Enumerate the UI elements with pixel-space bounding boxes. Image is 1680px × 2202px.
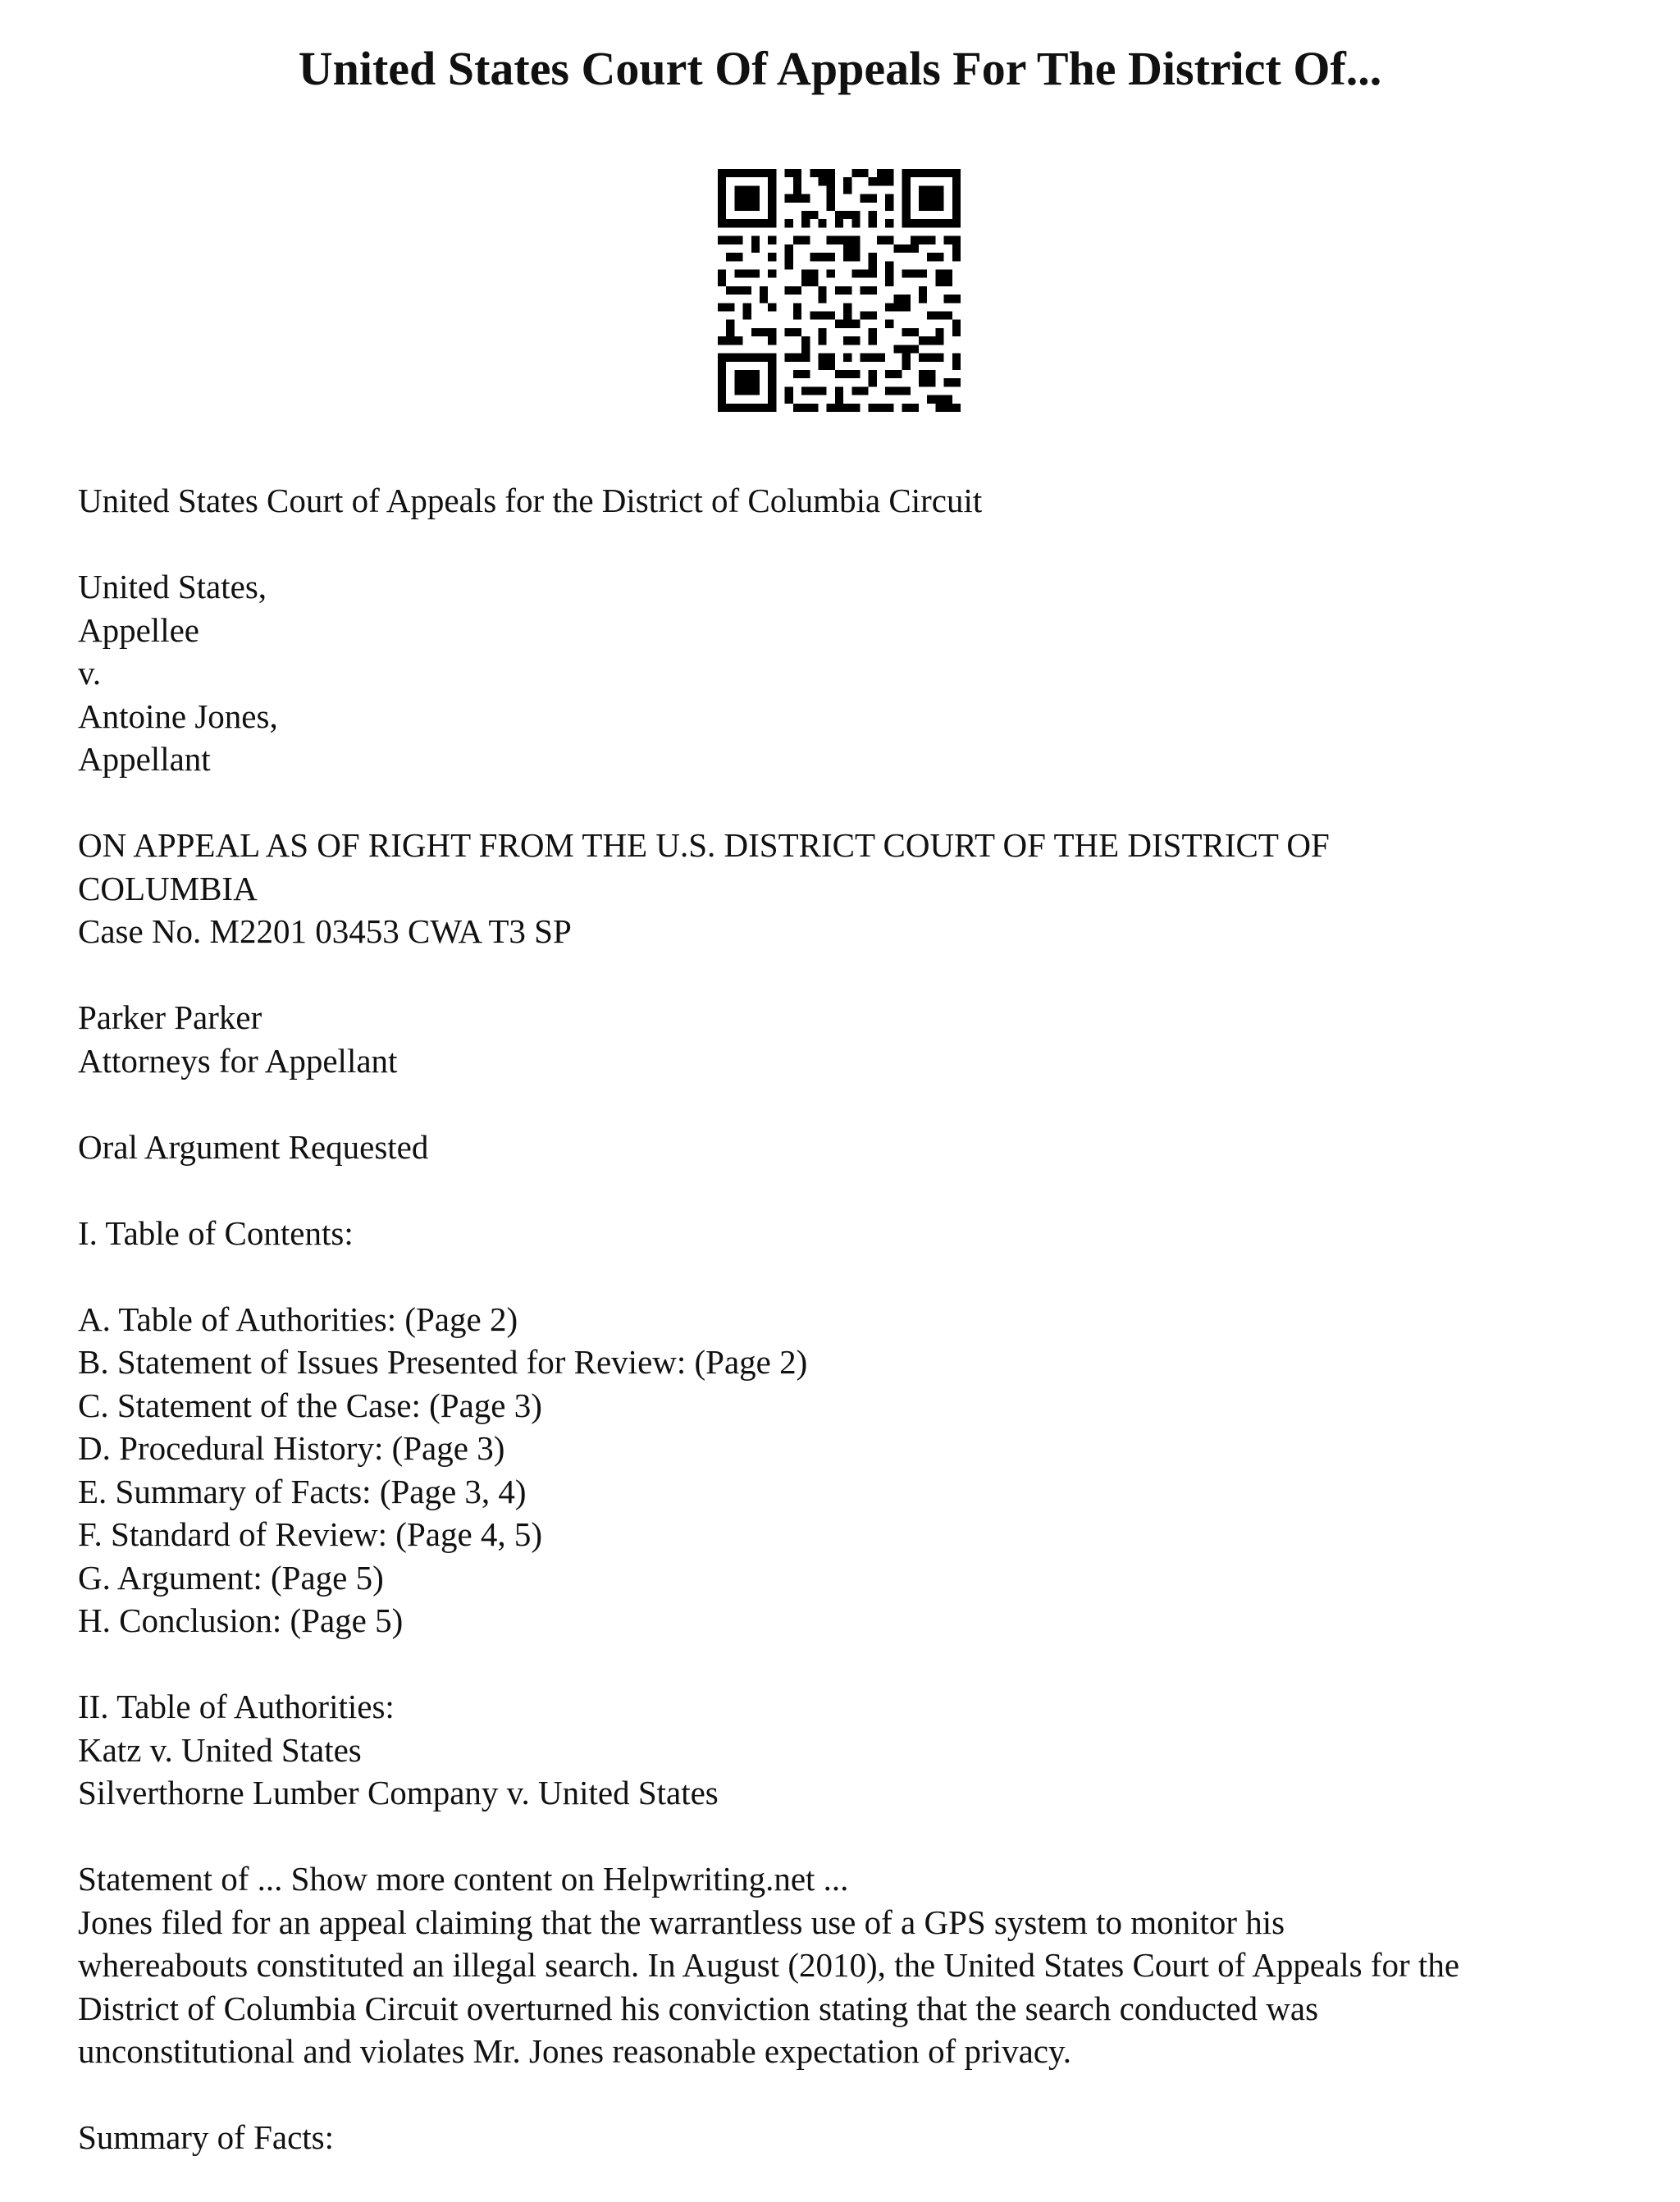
authority-item: Katz v. United States <box>78 1730 362 1769</box>
appeal-block <box>78 824 1653 953</box>
statement-line: Jones filed for an appeal claiming that the warrantless use of a GPS system to monitor his <box>78 1903 1285 1941</box>
toc-item: D. Procedural History: (Page 3) <box>78 1429 505 1467</box>
parties-block <box>78 565 1653 781</box>
statement-block <box>78 1857 1653 2073</box>
court-name: United States Court of Appeals for the District of Columbia Circuit <box>78 482 983 519</box>
page-title: United States Court Of Appeals For The District Of... <box>298 42 1382 95</box>
attorney-names: Parker Parker <box>78 998 262 1036</box>
toc-item: B. Statement of Issues Presented for Review: (Page 2) <box>78 1343 808 1381</box>
statement-line: whereabouts constituted an illegal search. In August (2010), the United States Court of Appeals for the <box>78 1946 1460 1984</box>
case-number: Case No. M2201 03453 CWA T3 SP <box>78 912 572 950</box>
appellant-name: Antoine Jones, <box>78 697 278 735</box>
court-heading <box>78 479 1653 523</box>
toc-heading-block <box>78 1212 1653 1255</box>
attorney-role: Attorneys for Appellant <box>78 1041 398 1080</box>
authority-item: Silverthorne Lumber Company v. United States <box>78 1774 719 1811</box>
attorneys-block <box>78 996 1653 1082</box>
toc-item: G. Argument: (Page 5) <box>78 1558 384 1597</box>
qr-code-icon <box>718 169 961 412</box>
appeal-line-2: COLUMBIA <box>78 869 258 907</box>
oral-argument-block <box>78 1126 1653 1169</box>
summary-block <box>78 2116 1653 2159</box>
appeal-line-1: ON APPEAL AS OF RIGHT FROM THE U.S. DISTRICT COURT OF THE DISTRICT OF <box>78 826 1330 864</box>
authorities-block <box>78 1685 1653 1815</box>
appellee-name: United States, <box>78 568 267 605</box>
toc-item: H. Conclusion: (Page 5) <box>78 1601 404 1639</box>
toc-item: A. Table of Authorities: (Page 2) <box>78 1300 518 1338</box>
authorities-heading: II. Table of Authorities: <box>78 1688 395 1725</box>
toc-item: E. Summary of Facts: (Page 3, 4) <box>78 1472 527 1510</box>
appellant-role: Appellant <box>78 740 211 778</box>
summary-heading: Summary of Facts: <box>78 2118 335 2156</box>
versus-label: v. <box>78 654 102 692</box>
toc-heading: I. Table of Contents: <box>78 1213 354 1252</box>
statement-teaser: Statement of ... Show more content on Helpwriting.net ... <box>78 1860 849 1898</box>
toc-list <box>78 1298 1653 1642</box>
statement-line: unconstitutional and violates Mr. Jones reasonable expectation of privacy. <box>78 2032 1072 2070</box>
statement-line: District of Columbia Circuit overturned his conviction stating that the search conducted was <box>78 1989 1319 2027</box>
toc-item: F. Standard of Review: (Page 4, 5) <box>78 1515 543 1553</box>
oral-argument-note: Oral Argument Requested <box>78 1127 429 1166</box>
document-body <box>78 479 1653 2202</box>
appellee-role: Appellee <box>78 610 199 649</box>
toc-item: C. Statement of the Case: (Page 3) <box>78 1386 542 1424</box>
